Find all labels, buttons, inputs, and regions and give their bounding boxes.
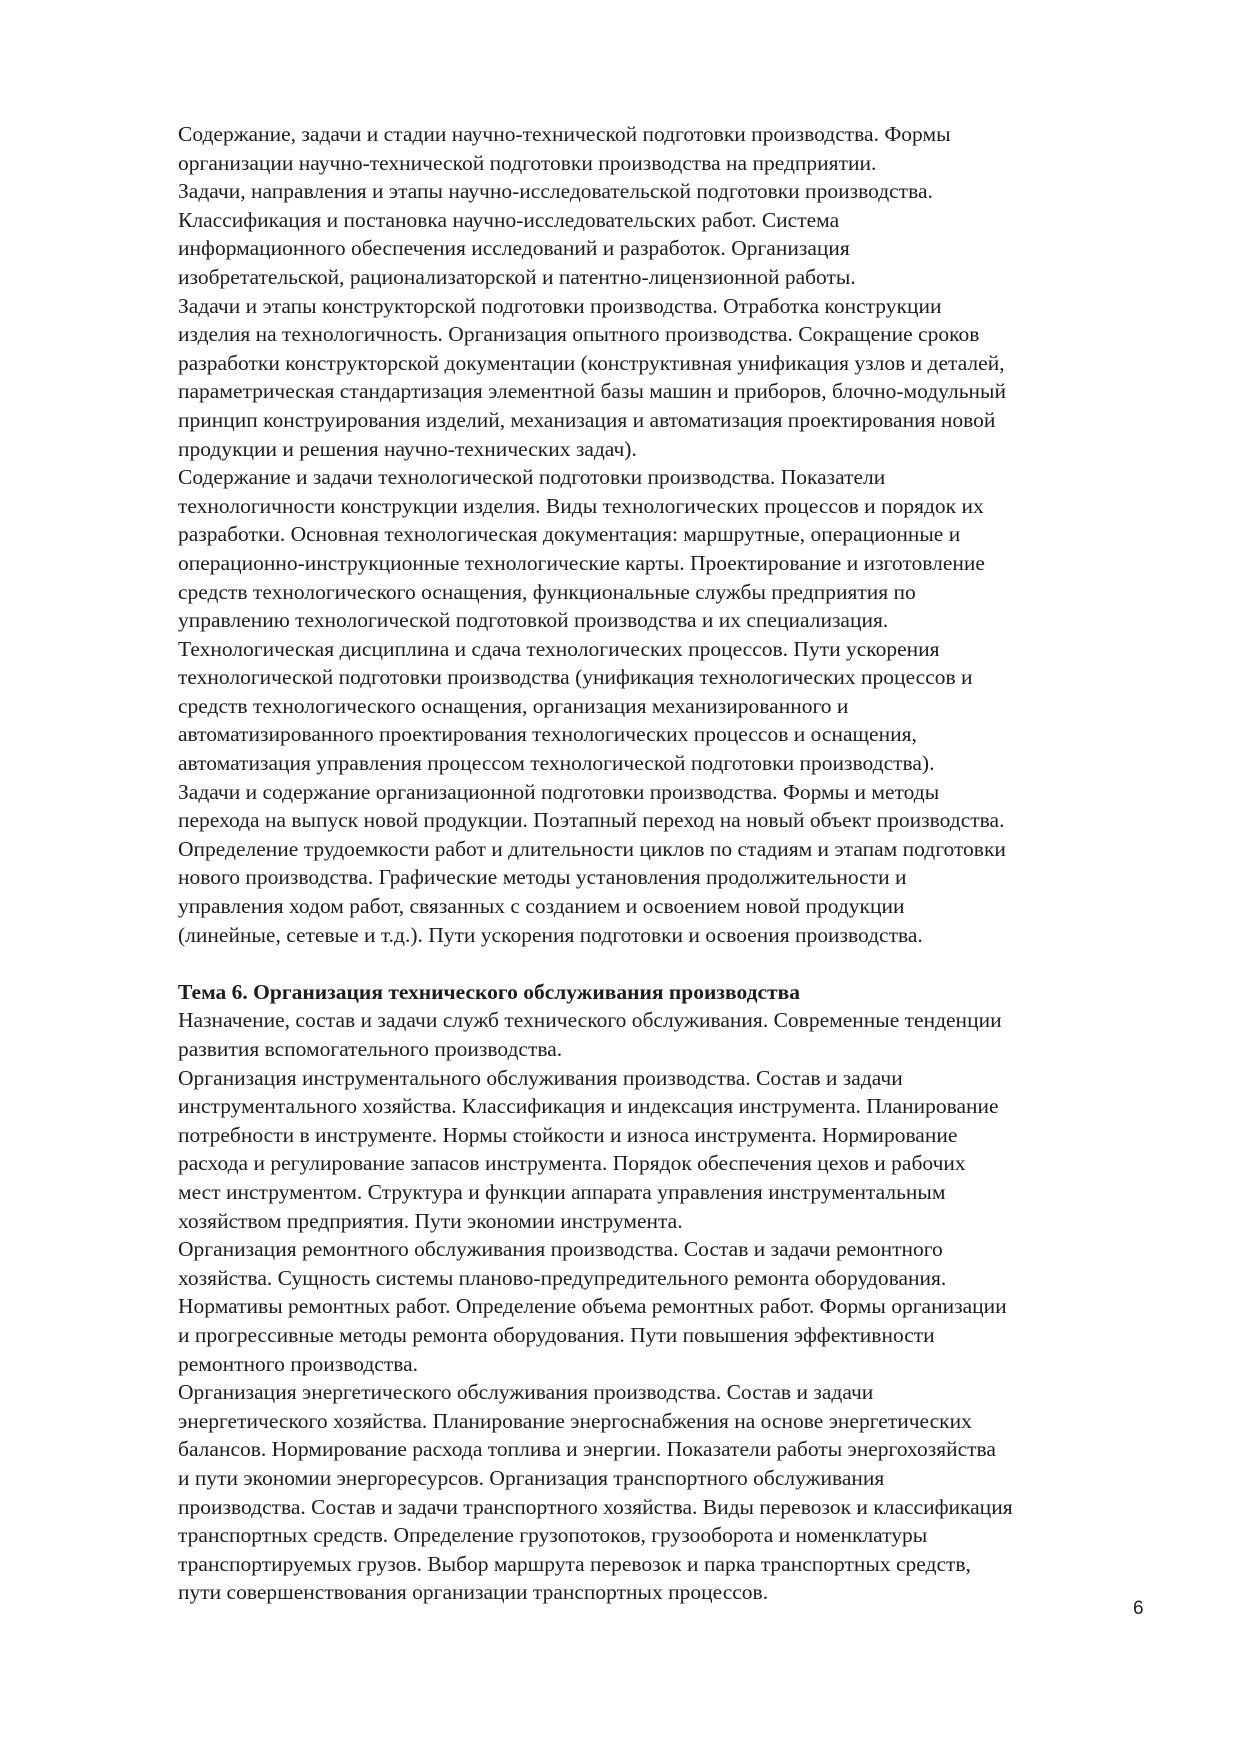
text-line: Содержание, задачи и стадии научно-технической подготовки производства. Формы xyxy=(178,122,951,146)
text-line: Организация инструментального обслуживания производства. Состав и задачи xyxy=(178,1065,903,1090)
text-line: информационного обеспечения исследований и разработок. Организация xyxy=(178,236,850,261)
text-line: Определение трудоемкости работ и длительности циклов по стадиям и этапам подготовки xyxy=(178,836,1006,861)
text-line: средств технологического оснащения, функциональные службы предприятия по xyxy=(178,579,916,604)
document-body xyxy=(178,120,1178,1607)
text-line: перехода на выпуск новой продукции. Поэтапный переход на новый объект производства. xyxy=(178,808,1005,833)
text-line: Содержание и задачи технологической подготовки производства. Показатели xyxy=(178,465,886,490)
section-preparation-text xyxy=(178,120,1178,949)
text-line: Задачи, направления и этапы научно-исследовательской подготовки производства. xyxy=(178,179,933,204)
text-line: управления ходом работ, связанных с созданием и освоением новой продукции xyxy=(178,894,905,919)
text-line: параметрическая стандартизация элементной базы машин и приборов, блочно-модульный xyxy=(178,379,1006,404)
text-line: энергетического хозяйства. Планирование энергоснабжения на основе энергетических xyxy=(178,1408,972,1433)
text-line: инструментального хозяйства. Классификация и индексация инструмента. Планирование xyxy=(178,1094,999,1119)
text-line: нового производства. Графические методы установления продолжительности и xyxy=(178,865,907,890)
text-line: Классификация и постановка научно-исследовательских работ. Система xyxy=(178,207,840,232)
text-line: продукции и решения научно-технических задач). xyxy=(178,436,637,461)
text-line: технологичности конструкции изделия. Виды технологических процессов и порядок их xyxy=(178,493,984,518)
text-line: мест инструментом. Структура и функции аппарата управления инструментальным xyxy=(178,1179,946,1204)
text-line: разработки конструкторской документации (конструктивная унификация узлов и деталей, xyxy=(178,350,1005,375)
text-line: разработки. Основная технологическая документация: маршрутные, операционные и xyxy=(178,522,961,547)
text-line: изделия на технологичность. Организация опытного производства. Сокращение сроков xyxy=(178,322,980,347)
text-line: хозяйством предприятия. Пути экономии инструмента. xyxy=(178,1208,683,1233)
text-line: расхода и регулирование запасов инструмента. Порядок обеспечения цехов и рабочих xyxy=(178,1151,966,1176)
text-line: транспортируемых грузов. Выбор маршрута перевозок и парка транспортных средств, xyxy=(178,1551,971,1576)
text-line: операционно-инструкционные технологические карты. Проектирование и изготовление xyxy=(178,550,985,575)
text-line: Организация энергетического обслуживания производства. Состав и задачи xyxy=(178,1380,874,1405)
text-line: управлению технологической подготовкой производства и их специализация. xyxy=(178,608,889,633)
text-line: Задачи и содержание организационной подготовки производства. Формы и методы xyxy=(178,779,940,804)
text-line: производства. Состав и задачи транспортного хозяйства. Виды перевозок и классификация xyxy=(178,1494,1013,1519)
section-gap xyxy=(178,949,1178,978)
topic-6-text xyxy=(178,1006,1178,1606)
text-line: пути совершенствования организации транспортных процессов. xyxy=(178,1580,769,1605)
text-line: Технологическая дисциплина и сдача технологических процессов. Пути ускорения xyxy=(178,636,940,661)
text-line: и пути экономии энергоресурсов. Организация транспортного обслуживания xyxy=(178,1465,885,1490)
text-line: хозяйства. Сущность системы планово-предупредительного ремонта оборудования. xyxy=(178,1265,947,1290)
text-line: автоматизированного проектирования технологических процессов и оснащения, xyxy=(178,722,917,747)
text-line: Задачи и этапы конструкторской подготовки производства. Отработка конструкции xyxy=(178,293,942,318)
text-line: (линейные, сетевые и т.д.). Пути ускорения подготовки и освоения производства. xyxy=(178,922,923,947)
text-line: и прогрессивные методы ремонта оборудования. Пути повышения эффективности xyxy=(178,1322,935,1347)
text-line: технологической подготовки производства (унификация технологических процессов и xyxy=(178,665,973,690)
text-line: Назначение, состав и задачи служб технического обслуживания. Современные тенденции xyxy=(178,1008,1002,1033)
text-line: Нормативы ремонтных работ. Определение объема ремонтных работ. Формы организации xyxy=(178,1294,1007,1319)
text-line: Организация ремонтного обслуживания производства. Состав и задачи ремонтного xyxy=(178,1237,943,1262)
text-line: принцип конструирования изделий, механизация и автоматизация проектирования новой xyxy=(178,407,996,432)
text-line: развития вспомогательного производства. xyxy=(178,1037,563,1061)
text-line: средств технологического оснащения, организация механизированного и xyxy=(178,693,849,718)
text-line: автоматизация управления процессом технологической подготовки производства). xyxy=(178,751,935,776)
page-number: 6 xyxy=(1133,1598,1144,1619)
topic-6-heading: Тема 6. Организация технического обслуживания производства xyxy=(178,979,800,1004)
text-line: ремонтного производства. xyxy=(178,1351,419,1376)
text-line: балансов. Нормирование расхода топлива и энергии. Показатели работы энергохозяйства xyxy=(178,1437,996,1462)
text-line: организации научно-технической подготовки производства на предприятии. xyxy=(178,150,877,175)
text-line: транспортных средств. Определение грузопотоков, грузооборота и номенклатуры xyxy=(178,1523,928,1548)
text-line: потребности в инструменте. Нормы стойкости и износа инструмента. Нормирование xyxy=(178,1122,958,1147)
text-line: изобретательской, рационализаторской и патентно-лицензионной работы. xyxy=(178,264,856,289)
